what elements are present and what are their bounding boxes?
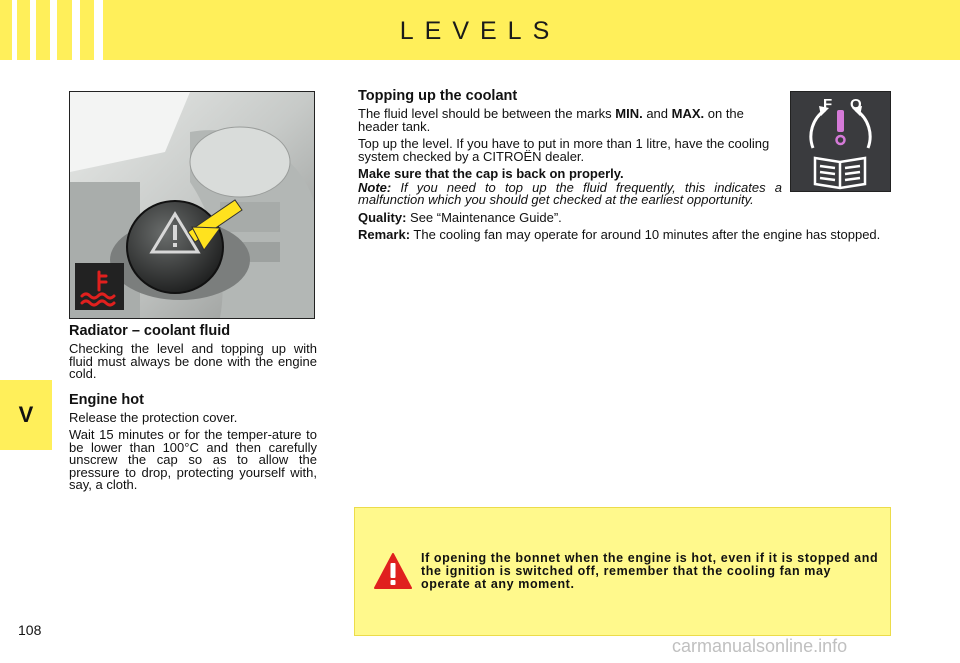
warning-box [354,507,891,636]
level-marks-text [358,108,782,133]
top-up-text: Top up the level. If you have to put in more than 1 litre, have the cooling system checked by a CITROËN dealer. [358,136,770,164]
chapter-label: V [18,402,34,427]
page-number: 108 [18,622,42,638]
f-letter: F [823,96,833,113]
radiator-text: Checking the level and topping up with fluid must always be done with the engine cold. [69,341,317,381]
engine-hot-step-1: Release the protection cover. [69,409,238,425]
chapter-tab [0,380,52,450]
warning-triangle-icon [373,552,413,597]
remark-text [358,229,890,242]
remark-label: Remark: [358,227,411,242]
maintenance-book-icon [790,91,891,192]
page-title: LEVELS [399,17,561,45]
engine-hot-step-2: Wait 15 minutes or for the temper-ature to be lower than 100°C and then carefully unscrew the cap so as to allow the pressure to drop, protecting yourself with, say, a cloth. [69,427,317,492]
max-mark: MAX. [671,106,705,121]
o-letter: O [850,96,862,113]
quality-text [358,209,890,225]
note-text [358,179,782,207]
min-mark: MIN. [615,106,643,121]
radiator-heading: Radiator – coolant fluid [69,323,231,339]
remark-body: The cooling fan may operate for around 10 minutes after the engine has stopped. [410,227,881,242]
text-run: and [642,106,672,121]
text-run: The fluid level should be between the marks [358,106,616,121]
engine-hot-heading: Engine hot [69,391,144,408]
cap-instruction: Make sure that the cap is back on properly. [358,166,624,181]
radiator-cap-photo [69,91,315,319]
warning-text: If opening the bonnet when the engine is hot, even if it is stopped and the ignition is switched off, remember that the cooling fan may operate at any moment. [421,551,879,591]
quality-label: Quality: [358,209,407,225]
topping-up-heading: Topping up the coolant [358,88,518,104]
text-run: on the header tank. [358,106,744,134]
page-header [0,0,960,60]
left-column [69,323,317,497]
note-body: If you need to top up the fluid frequently, this indicates a malfunction which you should get checked at the earliest opportunity. [358,179,782,207]
quality-body: See “Maintenance Guide”. [406,209,562,225]
note-label: Note: [358,179,392,195]
watermark: carmanualsonline.info [672,636,848,656]
